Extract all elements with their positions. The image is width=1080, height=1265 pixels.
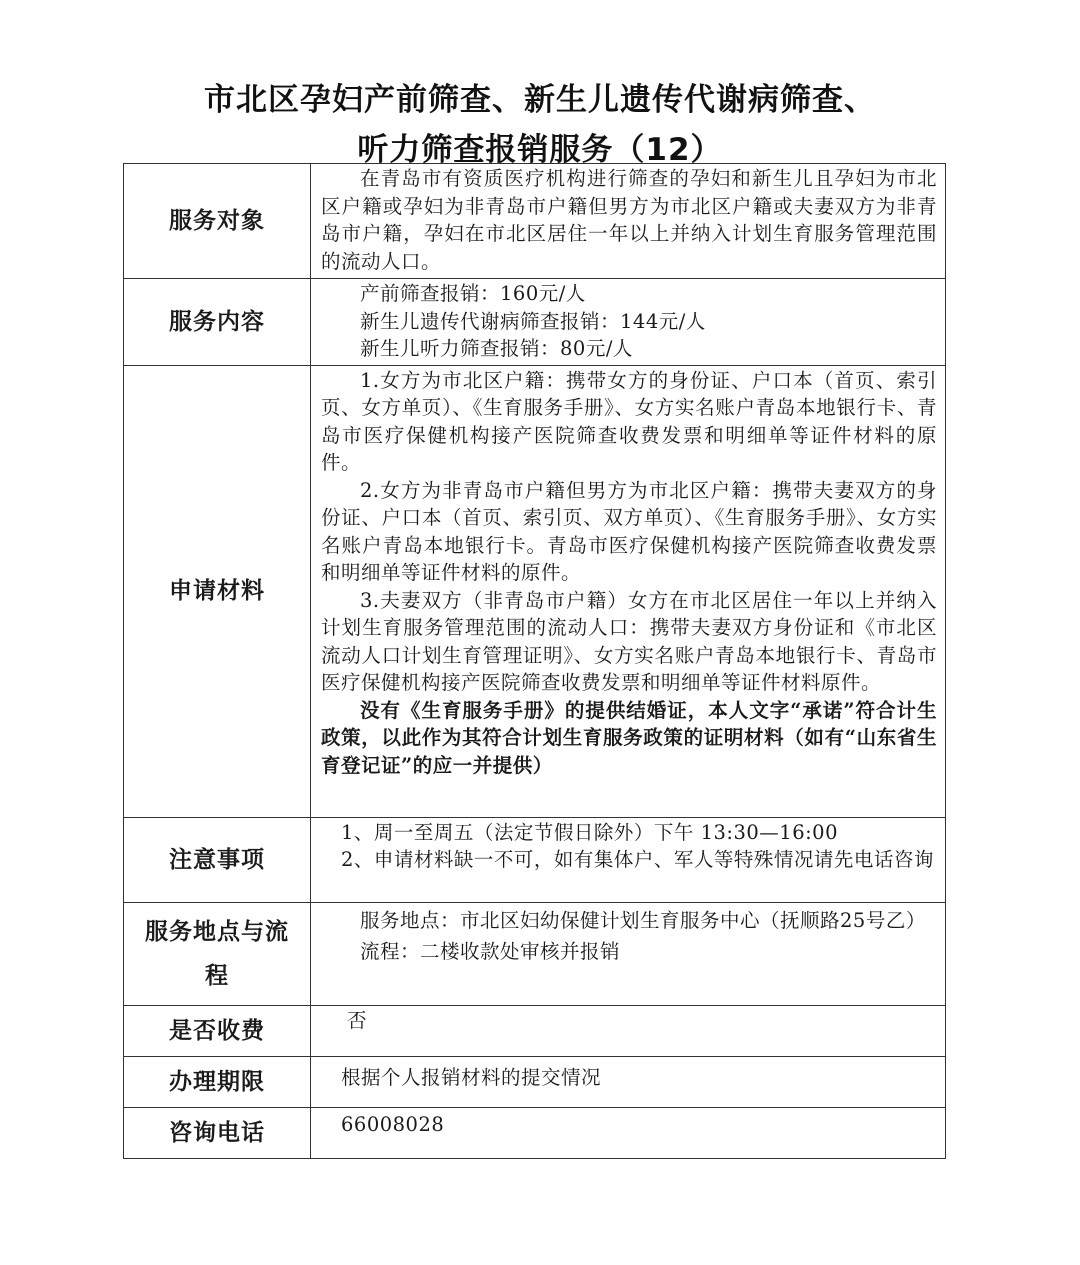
content-fee (311, 1005, 946, 1056)
location-process: 流程：二楼收款处审核并报销 (360, 940, 621, 963)
content-materials (311, 365, 946, 817)
document-title-line-2: 听力筛查报销服务（12） (357, 132, 723, 168)
service-content-item: 产前筛查报销：160元/人 (360, 282, 586, 305)
materials-item: 1.女方为市北区户籍：携带女方的身份证、户口本（首页、索引页、女方单页）、《生育服务手册》、女方实名账户青岛本地银行卡、青岛市医疗保健机构接产医院筛查收费发票和明细单等证件材料的原件。 (321, 368, 937, 474)
label-fee: 是否收费 (124, 1005, 311, 1056)
label-phone: 咨询电话 (124, 1107, 311, 1158)
service-target-text: 在青岛市有资质医疗机构进行筛查的孕妇和新生儿且孕妇为市北区户籍或孕妇为非青岛市户籍但男方为市北区户籍或夫妻双方为非青岛市户籍，孕妇在市北区居住一年以上并纳入计划生育服务管理范围的流动人口。 (321, 167, 937, 273)
row-phone (124, 1107, 946, 1158)
content-phone (311, 1107, 946, 1158)
service-info-table (123, 163, 946, 1159)
phone-value: 66008028 (341, 1112, 445, 1136)
label-location-line-2: 程 (205, 962, 229, 989)
content-service-target (311, 164, 946, 279)
label-period: 办理期限 (124, 1056, 311, 1107)
label-service-content: 服务内容 (124, 279, 311, 366)
content-notes (311, 817, 946, 902)
materials-item: 2.女方为非青岛市户籍但男方为市北区户籍：携带夫妻双方的身份证、户口本（首页、索引页、双方单页）、《生育服务手册》、女方实名账户青岛本地银行卡。青岛市医疗保健机构接产医院筛查收费发票和明细单等证件材料的原件。 (321, 478, 937, 584)
document-title-line-1: 市北区孕妇产前筛查、新生儿遗传代谢病筛查、 (204, 82, 876, 118)
label-location-line-1: 服务地点与流 (145, 918, 289, 945)
notes-item: 2、申请材料缺一不可，如有集体户、军人等特殊情况请先电话咨询 (341, 848, 934, 871)
location-place: 服务地点：市北区妇幼保健计划生育服务中心（抚顺路25号乙） (360, 908, 926, 932)
row-fee (124, 1005, 946, 1056)
row-notes (124, 817, 946, 902)
materials-item: 3.夫妻双方（非青岛市户籍）女方在市北区居住一年以上并纳入计划生育服务管理范围的流动人口：携带夫妻双方身份证和《市北区流动人口计划生育管理证明》、女方实名账户青岛本地银行卡、青岛市医疗保健机构接产医院筛查收费发票和明细单等证件材料原件。 (321, 588, 937, 694)
notes-item: 1、周一至周五（法定节假日除外）下午 13:30—16:00 (341, 820, 838, 844)
period-value: 根据个人报销材料的提交情况 (341, 1065, 602, 1089)
row-service-content (124, 279, 946, 366)
content-location (311, 902, 946, 1005)
label-materials: 申请材料 (124, 365, 311, 817)
service-content-item: 新生儿遗传代谢病筛查报销：144元/人 (360, 309, 706, 333)
row-period (124, 1056, 946, 1107)
fee-value: 否 (347, 1008, 368, 1032)
row-materials (124, 365, 946, 817)
service-content-item: 新生儿听力筛查报销：80元/人 (360, 337, 633, 360)
label-location (124, 902, 311, 1005)
materials-note: 没有《生育服务手册》的提供结婚证，本人文字“承诺”符合计生政策，以此作为其符合计划生育服务政策的证明材料（如有“山东省生育登记证”的应一并提供） (321, 698, 937, 777)
label-notes: 注意事项 (124, 817, 311, 902)
row-location (124, 902, 946, 1005)
label-service-target: 服务对象 (124, 164, 311, 279)
row-service-target (124, 164, 946, 279)
content-period (311, 1056, 946, 1107)
content-service-content (311, 279, 946, 366)
